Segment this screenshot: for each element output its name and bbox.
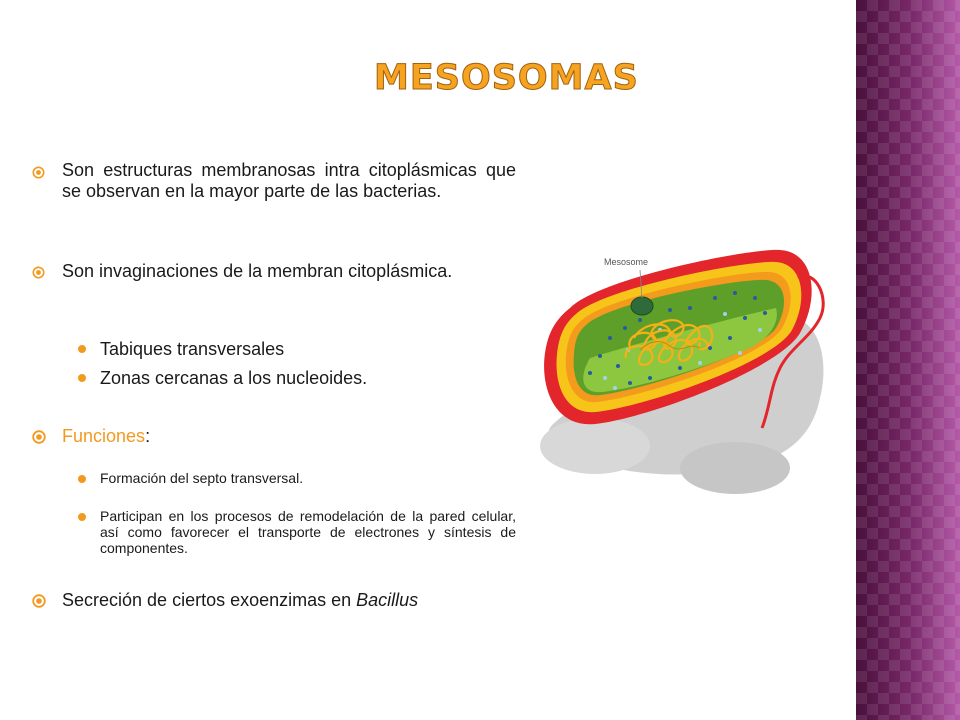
secretion-text: Secreción de ciertos exoenzimas en: [62, 590, 357, 610]
list-item-text: Participan en los procesos de remodelación de la pared celular, así como favorecer el transporte de electrones y síntesis de componentes.: [100, 508, 516, 556]
functions-colon: :: [145, 426, 151, 446]
bacterium-illustration: [530, 238, 860, 500]
list-item-text: Tabiques transversales: [100, 339, 285, 359]
mesosome-shape: [631, 297, 653, 315]
bullet-text: Son invaginaciones de la membran citoplásmica.: [62, 261, 453, 281]
list-item-text: Zonas cercanas a los nucleoides.: [100, 368, 368, 388]
dot-bullet-icon: [78, 345, 86, 353]
bullet-text: [62, 426, 150, 447]
circle-bullet-icon: [32, 266, 45, 279]
functions-label: Funciones: [62, 426, 146, 446]
circle-bullet-icon: [32, 594, 45, 607]
decorative-side-band: [856, 0, 960, 720]
mesosome-label: Mesosome: [604, 257, 649, 267]
bullet-text: [62, 590, 418, 611]
dot-bullet-icon: [78, 374, 86, 382]
circle-bullet-icon: [32, 166, 45, 179]
circle-bullet-icon: [32, 430, 45, 443]
dot-bullet-icon: [78, 475, 86, 483]
genus-name: Bacillus: [356, 590, 419, 610]
dot-bullet-icon: [78, 513, 86, 521]
page-title: MESOSOMAS: [374, 58, 639, 98]
list-item-text: Formación del septo transversal.: [100, 470, 304, 486]
bullet-text: Son estructuras membranosas intra citoplásmicas que se observan en la mayor parte de las bacterias.: [62, 160, 516, 201]
